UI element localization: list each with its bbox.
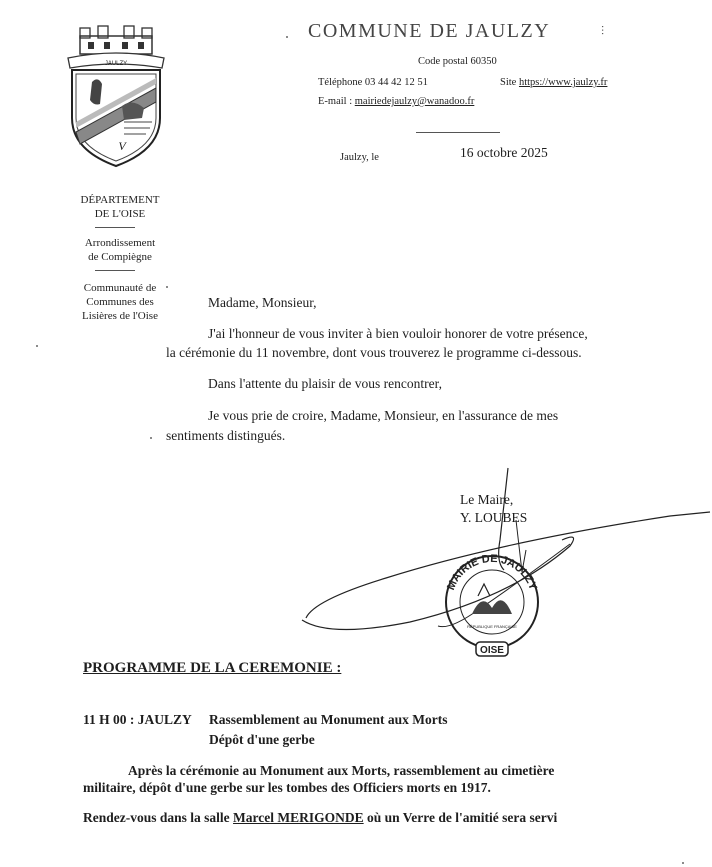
crest-letter: V xyxy=(118,139,126,153)
salutation: Madame, Monsieur, xyxy=(208,295,317,310)
programme-paragraph-line1: Après la cérémonie au Monument aux Morts, rassemblement au cimetière xyxy=(128,763,555,778)
scan-speck xyxy=(36,345,38,347)
rendezvous-before: Rendez-vous dans la salle xyxy=(83,810,230,825)
website-label: Site xyxy=(500,77,517,88)
paragraph-3-line2: sentiments distingués. xyxy=(166,428,286,443)
paragraph-1-line2: la cérémonie du 11 novembre, dont vous trouverez le programme ci-dessous. xyxy=(166,345,582,360)
arrondissement-line2: de Compiègne xyxy=(88,251,152,263)
arrondissement-block xyxy=(30,236,210,264)
scan-speck xyxy=(286,36,288,38)
email-link[interactable]: mairiedejaulzy@wanadoo.fr xyxy=(354,96,475,107)
signature-role: Le Maire, xyxy=(460,492,514,507)
rendezvous-hall-name: Marcel MERIGONDE xyxy=(233,810,364,825)
crest-scroll-text: JAULZY xyxy=(104,61,128,67)
divider xyxy=(95,227,135,228)
stamp-small-text: RÉPUBLIQUE FRANÇAISE xyxy=(467,624,517,629)
department-block xyxy=(30,193,210,221)
communaute-line3: Lisières de l'Oise xyxy=(82,310,158,322)
communaute-line1: Communauté de xyxy=(83,282,157,294)
scan-speck xyxy=(150,437,152,439)
department-line2: DE L'OISE xyxy=(94,208,146,220)
communaute-block xyxy=(30,281,210,323)
programme-item-1: Rassemblement au Monument aux Morts xyxy=(209,712,448,727)
divider xyxy=(95,270,135,271)
programme-paragraph-line2: militaire, dépôt d'une gerbe sur les tombes des Officiers morts en 1917. xyxy=(83,780,491,795)
scan-speck xyxy=(682,862,684,864)
postal-code: Code postal 60350 xyxy=(418,56,497,67)
commune-title: COMMUNE DE JAULZY xyxy=(308,20,551,42)
coat-of-arms-logo xyxy=(62,22,170,172)
mairie-stamp xyxy=(438,548,546,658)
scan-speck xyxy=(166,286,168,288)
website-link[interactable]: https://www.jaulzy.fr xyxy=(518,77,608,88)
programme-item-2: Dépôt d'une gerbe xyxy=(209,732,315,747)
arrondissement-line1: Arrondissement xyxy=(84,237,156,249)
paragraph-1-line1: J'ai l'honneur de vous inviter à bien vouloir honorer de votre présence, xyxy=(208,326,588,341)
email-label: E-mail : xyxy=(318,96,353,107)
stamp-top-text: MAIRIE DE JAULZY xyxy=(445,552,539,592)
letter-date: 16 octobre 2025 xyxy=(460,145,548,160)
place-label: Jaulzy, le xyxy=(340,152,379,163)
rendezvous-line xyxy=(83,810,557,826)
header-divider xyxy=(416,132,500,133)
phone: Téléphone 03 44 42 12 51 xyxy=(318,77,428,88)
email xyxy=(318,96,474,107)
communaute-line2: Communes des xyxy=(86,296,154,308)
paragraph-2: Dans l'attente du plaisir de vous rencontrer, xyxy=(208,376,442,391)
title-mark: ⫶ xyxy=(601,24,605,38)
website xyxy=(500,77,607,88)
paragraph-3-line1: Je vous prie de croire, Madame, Monsieur, en l'assurance de mes xyxy=(208,408,559,423)
rendezvous-after: où un Verre de l'amitié sera servi xyxy=(367,810,558,825)
stamp-bottom-text: OISE xyxy=(480,645,504,656)
programme-heading: PROGRAMME DE LA CEREMONIE : xyxy=(83,660,342,676)
department-line1: DÉPARTEMENT xyxy=(80,194,160,206)
signature-name: Y. LOUBES xyxy=(460,510,528,525)
programme-time: 11 H 00 : JAULZY xyxy=(83,712,192,727)
